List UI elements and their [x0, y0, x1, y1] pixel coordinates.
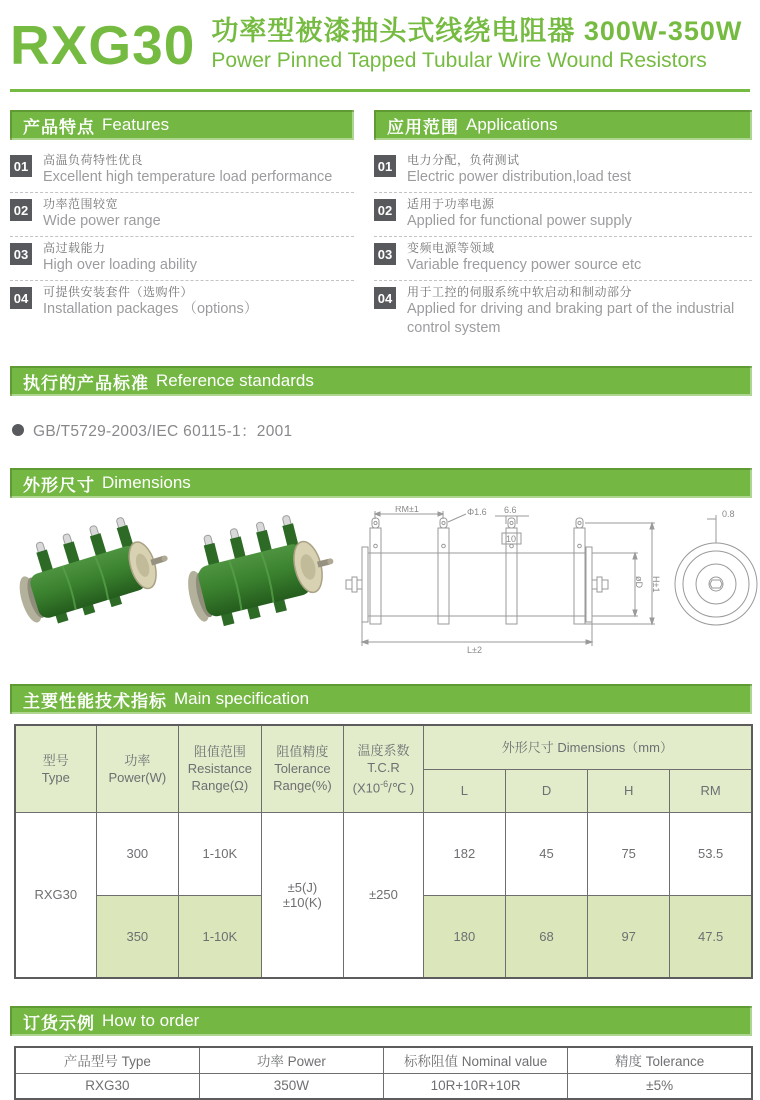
- col-header-tolerance: 阻值精度 Tolerance Range(%): [261, 725, 344, 812]
- table-row: [15, 1047, 752, 1073]
- col-header-power: 功率 Power(W): [96, 725, 179, 812]
- cell-type: RXG30: [15, 812, 96, 978]
- header-divider: [10, 89, 750, 92]
- dim-label-tab: 6.6: [504, 506, 517, 515]
- cell-l: 180: [423, 895, 505, 978]
- order-header-nominal: 标称阻值 Nominal value: [384, 1047, 568, 1073]
- page-title-cn: 功率型被漆抽头式线绕电阻器 300W-350W: [211, 16, 743, 46]
- cell-d: 45: [505, 812, 587, 895]
- cell-rm: 53.5: [670, 812, 752, 895]
- order-header-power: 功率 Power: [199, 1047, 383, 1073]
- item-text-en: Wide power range: [43, 213, 161, 229]
- item-text-en: High over loading ability: [43, 257, 197, 273]
- item-number-badge: 01: [374, 155, 396, 177]
- list-item: [10, 152, 354, 193]
- item-number-badge: 03: [10, 243, 32, 265]
- list-item: [374, 196, 752, 237]
- cell-range: 1-10K: [179, 895, 262, 978]
- bullet-icon: [12, 424, 24, 436]
- spec-title-cn: 主要性能技术指标: [23, 691, 167, 711]
- item-number-badge: 02: [374, 199, 396, 221]
- cell-d: 68: [505, 895, 587, 978]
- order-title-en: How to order: [102, 1011, 200, 1030]
- resistor-photo-long: [10, 506, 173, 656]
- item-text-cn: 高温负荷特性优良: [43, 153, 144, 167]
- cell-h: 75: [588, 812, 670, 895]
- page-title-en: Power Pinned Tapped Tubular Wire Wound Resistors: [211, 49, 707, 72]
- list-item: [374, 240, 752, 281]
- list-item: [374, 152, 752, 193]
- item-text-cn: 变频电源等领域: [407, 241, 495, 255]
- cell-power: 300: [96, 812, 179, 895]
- col-header-rm: RM: [670, 769, 752, 812]
- order-header-tolerance: 精度 Tolerance: [568, 1047, 752, 1073]
- item-number-badge: 04: [10, 287, 32, 309]
- list-item: [10, 196, 354, 237]
- col-header-l: L: [423, 769, 505, 812]
- table-row: [15, 812, 752, 895]
- col-header-dimensions-group: 外形尺寸 Dimensions（mm）: [423, 725, 752, 769]
- item-text-cn: 功率范围较宽: [43, 197, 119, 211]
- item-text-en: Variable frequency power source etc: [407, 257, 642, 273]
- list-item: [10, 240, 354, 281]
- dimensions-title-en: Dimensions: [102, 473, 191, 492]
- features-applications-section: [10, 110, 752, 346]
- dim-label-end: 0.8: [722, 509, 735, 519]
- standards-heading: [10, 366, 752, 396]
- page-header: [10, 12, 752, 76]
- item-number-badge: 01: [10, 155, 32, 177]
- item-number-badge: 02: [10, 199, 32, 221]
- item-text-en: Installation packages （options）: [43, 301, 259, 317]
- order-value-type: RXG30: [15, 1073, 199, 1099]
- dimensions-figure: [10, 506, 752, 674]
- item-text-en: Applied for driving and braking part of the industrial control system: [407, 301, 735, 336]
- dimensions-heading: [10, 468, 752, 498]
- applications-column: [374, 110, 752, 346]
- item-text-cn: 电力分配，负荷测试: [407, 153, 520, 167]
- dim-label-l: L±2: [467, 645, 482, 655]
- order-value-nominal: 10R+10R+10R: [384, 1073, 568, 1099]
- col-header-resistance: 阻值范围 Resistance Range(Ω): [179, 725, 262, 812]
- cell-rm: 47.5: [670, 895, 752, 978]
- item-text-en: Electric power distribution,load test: [407, 169, 632, 185]
- order-value-power: 350W: [199, 1073, 383, 1099]
- header-titles: [211, 12, 742, 75]
- spec-title-en: Main specification: [174, 689, 310, 708]
- list-item: [10, 284, 354, 324]
- cell-l: 182: [423, 812, 505, 895]
- applications-heading: [374, 110, 752, 140]
- item-text-cn: 适用于功率电源: [407, 197, 495, 211]
- spec-heading: [10, 684, 752, 714]
- cell-tcr: ±250: [344, 812, 424, 978]
- standard-reference-text: GB/T5729-2003/IEC 60115-1：2001: [33, 423, 293, 440]
- standards-title-en: Reference standards: [156, 371, 314, 390]
- resistor-photo-short: [181, 506, 339, 656]
- col-header-type: 型号 Type: [15, 725, 96, 812]
- order-title-cn: 订货示例: [23, 1013, 95, 1033]
- dim-label-d: øD: [634, 576, 644, 588]
- features-title-en: Features: [102, 115, 170, 134]
- col-header-d: D: [505, 769, 587, 812]
- model-logo: RXG30: [10, 14, 196, 76]
- item-text-cn: 可提供安装套件（选购件）: [43, 285, 194, 299]
- features-title-cn: 产品特点: [23, 117, 95, 137]
- applications-title-en: Applications: [466, 115, 558, 134]
- dim-label-tab2: 10: [506, 534, 517, 544]
- applications-title-cn: 应用范围: [387, 117, 459, 137]
- cell-tolerance: ±5(J) ±10(K): [261, 812, 344, 978]
- applications-list: [374, 152, 752, 343]
- cell-power: 350: [96, 895, 179, 978]
- standards-title-cn: 执行的产品标准: [23, 373, 149, 393]
- col-header-h: H: [588, 769, 670, 812]
- standards-entry: [12, 419, 752, 441]
- list-item: [374, 284, 752, 343]
- item-text-en: Applied for functional power supply: [407, 213, 632, 229]
- dimension-drawing: [345, 506, 760, 674]
- features-list: [10, 152, 354, 324]
- item-number-badge: 03: [374, 243, 396, 265]
- dim-label-hole: Φ1.6: [467, 507, 487, 517]
- table-row: [15, 1073, 752, 1099]
- col-header-tcr: 温度系数 T.C.R ($X10^{-6}/℃$ ): [344, 725, 424, 812]
- cell-h: 97: [588, 895, 670, 978]
- dim-label-rm: RM±1: [395, 506, 419, 514]
- item-number-badge: 04: [374, 287, 396, 309]
- item-text-en: Excellent high temperature load performance: [43, 169, 333, 185]
- features-column: [10, 110, 354, 346]
- order-value-tolerance: ±5%: [568, 1073, 752, 1099]
- cell-range: 1-10K: [179, 812, 262, 895]
- item-text-cn: 用于工控的伺服系统中软启动和制动部分: [407, 285, 633, 299]
- features-heading: [10, 110, 354, 140]
- spec-table: [14, 724, 753, 979]
- dimensions-title-cn: 外形尺寸: [23, 475, 95, 495]
- item-text-cn: 高过载能力: [43, 241, 106, 255]
- order-header-type: 产品型号 Type: [15, 1047, 199, 1073]
- order-heading: [10, 1006, 752, 1036]
- order-table: [14, 1046, 753, 1100]
- dim-label-h: H±1: [651, 576, 661, 593]
